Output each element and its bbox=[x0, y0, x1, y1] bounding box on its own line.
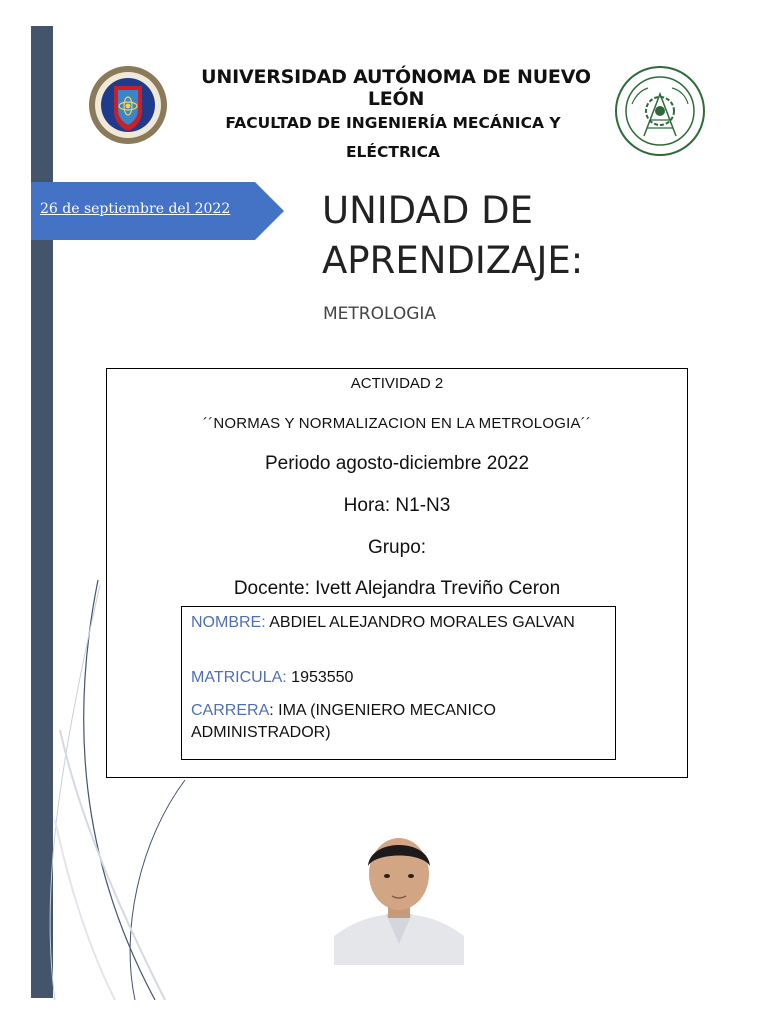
name-label: NOMBRE: bbox=[191, 614, 266, 631]
uanl-seal-icon bbox=[88, 64, 168, 146]
faculty-line-2: ELÉCTRICA bbox=[345, 143, 441, 161]
group: Grupo: bbox=[367, 537, 427, 558]
student-id bbox=[191, 667, 353, 689]
student-career bbox=[191, 700, 591, 744]
subject-name: METROLOGIA bbox=[323, 304, 437, 324]
title-line-1: UNIDAD DE bbox=[322, 189, 533, 232]
fime-seal-icon bbox=[614, 64, 706, 158]
student-info-box bbox=[181, 606, 616, 760]
student-name bbox=[191, 612, 591, 634]
title-line-2: APRENDIZAJE: bbox=[322, 239, 584, 282]
university-name: UNIVERSIDAD AUTÓNOMA DE NUEVO LEÓN bbox=[201, 66, 591, 110]
name-value: ABDIEL ALEJANDRO MORALES GALVAN bbox=[265, 614, 575, 631]
student-photo bbox=[334, 826, 464, 965]
activity-number: ACTIVIDAD 2 bbox=[350, 375, 444, 392]
document-title bbox=[322, 186, 722, 286]
career-value: : IMA (INGENIERO MECANICO ADMINISTRADOR) bbox=[191, 702, 496, 741]
faculty-name bbox=[206, 109, 580, 167]
id-label: MATRICULA: bbox=[191, 669, 287, 686]
hour: Hora: N1-N3 bbox=[343, 495, 451, 516]
activity-topic: ´´NORMAS Y NORMALIZACION EN LA METROLOGIA´´ bbox=[202, 415, 592, 432]
date-banner bbox=[31, 182, 284, 240]
document-date: 26 de septiembre del 2022 bbox=[40, 201, 231, 217]
career-label: CARRERA bbox=[191, 702, 270, 719]
period: Periodo agosto-diciembre 2022 bbox=[264, 453, 530, 474]
faculty-line-1: FACULTAD DE INGENIERÍA MECÁNICA Y bbox=[225, 114, 561, 132]
teacher: Docente: Ivett Alejandra Treviño Ceron bbox=[233, 578, 561, 599]
id-value: 1953550 bbox=[286, 669, 354, 686]
